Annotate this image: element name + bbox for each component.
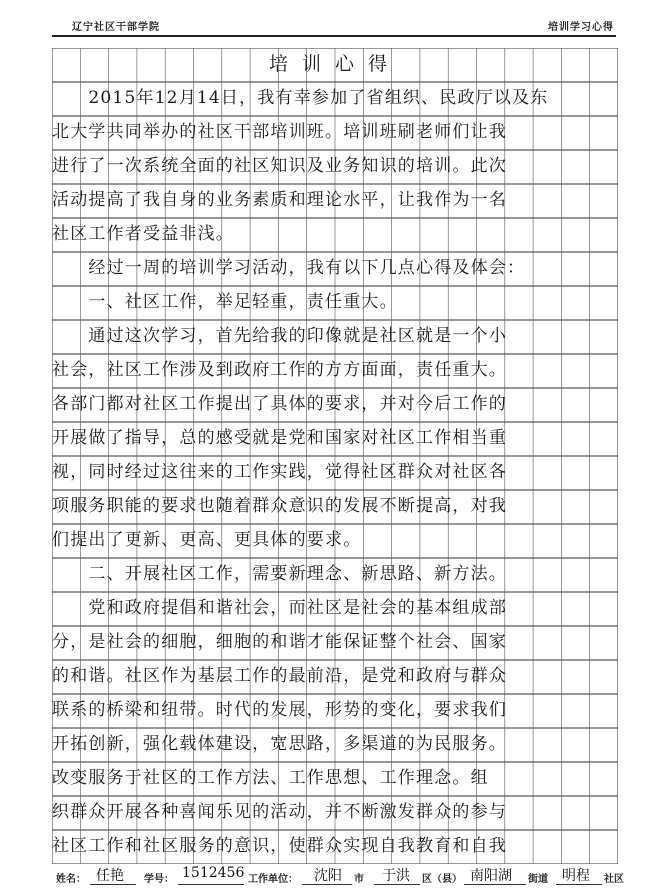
name-label: 姓名： [56, 874, 86, 885]
writing-grid [52, 48, 618, 864]
essay-line: 联系的桥梁和纽带。时代的发展，形势的变化，要求我们 [52, 700, 507, 720]
essay-line: 党和政府提倡和谐社会，而社区是社会的基本组成部 [52, 598, 507, 618]
street-value: 南阳湖 [470, 868, 512, 884]
essay-line: 各部门都对社区工作提出了具体的要求，并对今后工作的 [52, 394, 507, 414]
city-label: 市 [354, 874, 364, 885]
essay-line: 二、开展社区工作，需要新理念、新思路、新方法。 [52, 564, 507, 584]
id-label: 学号： [144, 874, 174, 885]
essay-line: 的和谐。社区作为基层工作的最前沿，是党和政府与群众 [52, 666, 507, 686]
name-value: 任艳 [96, 868, 124, 884]
footer-info [52, 864, 624, 886]
essay-line: 活动提高了我自身的业务素质和理论水平，让我作为一名 [52, 190, 507, 210]
community-value: 明程 [562, 868, 590, 884]
unit-label: 工作单位： [248, 874, 298, 885]
district-value: 于洪 [382, 868, 410, 884]
city-value: 沈阳 [314, 868, 342, 884]
district-label: 区（县） [422, 874, 462, 885]
header-divider [52, 35, 616, 37]
id-value: 1512456 [182, 865, 245, 881]
essay-line: 织群众开展各种喜闻乐见的活动，并不断激发群众的参与 [52, 802, 507, 822]
header-institution: 辽宁社区干部学院 [72, 22, 160, 33]
essay-line: 一、社区工作，举足轻重，责任重大。 [52, 292, 398, 312]
name-underline [90, 884, 136, 885]
district-underline [374, 884, 420, 885]
essay-line: 北大学共同举办的社区干部培训班。培训班刷老师们让我 [52, 122, 507, 142]
street-label: 街道 [528, 874, 548, 885]
essay-line: 改变服务于社区的工作方法、工作思想、工作理念。组 [52, 768, 489, 788]
id-underline [178, 884, 244, 885]
essay-line: 经过一周的培训学习活动，我有以下几点心得及体会： [52, 258, 526, 278]
essay-line: 分，是社会的细胞，细胞的和谐才能保证整个社会、国家 [52, 632, 507, 652]
essay-line: 视，同时经过这往来的工作实践，觉得社区群众对社区各 [52, 462, 507, 482]
essay-title: 培训心得 [268, 53, 401, 75]
street-underline [464, 884, 526, 885]
essay-line: 进行了一次系统全面的社区知识及业务知识的培训。此次 [52, 156, 507, 176]
community-label: 社区 [604, 874, 624, 885]
essay-line: 开展做了指导，总的感受就是党和国家对社区工作相当重 [52, 428, 507, 448]
header-doc-title: 培训学习心得 [548, 22, 614, 33]
community-underline [556, 884, 602, 885]
essay-line: 社会，社区工作涉及到政府工作的方方面面，责任重大。 [52, 360, 507, 380]
essay-line: 开拓创新，强化载体建设，宽思路，多渠道的为民服务。 [52, 734, 507, 754]
essay-line: 2015年12月14日，我有幸参加了省组织、民政厅以及东 [52, 88, 549, 108]
essay-line: 们提出了更新、更高、更具体的要求。 [52, 530, 362, 550]
essay-line: 社区工作和社区服务的意识，使群众实现自我教育和自我 [52, 836, 507, 856]
city-underline [302, 884, 352, 885]
essay-line: 社区工作者受益非浅。 [52, 224, 234, 244]
essay-line: 通过这次学习，首先给我的印像就是社区就是一个小 [52, 326, 507, 346]
essay-line: 项服务职能的要求也随着群众意识的发展不断提高，对我 [52, 496, 507, 516]
